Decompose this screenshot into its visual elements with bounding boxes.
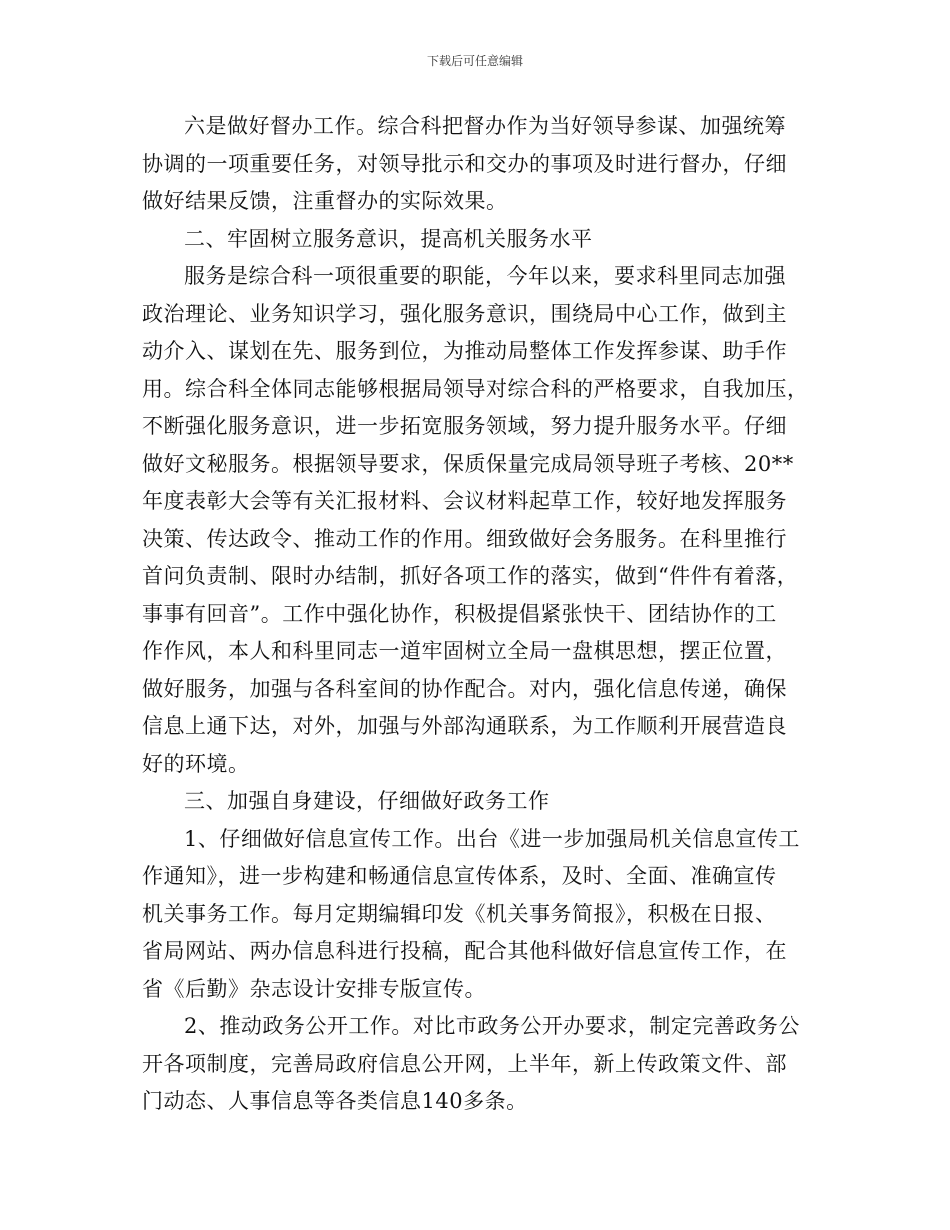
paragraph-service — [142, 258, 812, 783]
text-line: 2、推动政务公开工作。对比市政务公开办要求，制定完善政务公 — [184, 1014, 800, 1038]
text-line: 决策、传达政令、推动工作的作用。细致做好会务服务。在科里推行 — [142, 526, 787, 551]
text-line: 首问负责制、限时办结制，抓好各项工作的落实，做到“件件有着落， — [142, 564, 799, 588]
section-title: 二、牢固树立服务意识，提高机关服务水平 — [184, 226, 593, 251]
text-line: 机关事务工作。每月定期编辑印发《机关事务简报》，积极在日报、 — [142, 901, 777, 926]
text-line: 做好服务，加强与各科室间的协作配合。对内，强化信息传递，确保 — [142, 676, 787, 701]
text-line: 服务是综合科一项很重要的职能，今年以来，要求科里同志加强 — [184, 264, 786, 288]
text-line: 做好文秘服务。根据领导要求，保质保量完成局领导班子考核、20** — [142, 451, 794, 476]
page-header: 下载后可任意编辑 — [426, 54, 523, 68]
text-line: 六是做好督办工作。综合科把督办作为当好领导参谋、加强统筹 — [184, 114, 786, 138]
text-line: 年度表彰大会等有关汇报材料、会议材料起草工作，较好地发挥服务 — [142, 489, 787, 513]
section-heading-3 — [142, 783, 812, 821]
paragraph-supervision — [142, 108, 812, 221]
text-line: 作通知》，进一步构建和畅通信息宣传体系，及时、全面、准确宣传 — [142, 864, 777, 888]
paragraph-information-publicity — [142, 821, 812, 1009]
text-line: 用。综合科全体同志能够根据局领导对综合科的严格要求，自我加压， — [142, 376, 809, 401]
text-line: 开各项制度，完善局政府信息公开网，上半年，新上传政策文件、部 — [142, 1051, 787, 1076]
text-line: 1、仔细做好信息宣传工作。出台《进一步加强局机关信息宣传工 — [184, 826, 800, 851]
text-line: 事事有回音”。工作中强化协作，积极提倡紧张快干、团结协作的工 — [142, 601, 777, 626]
text-line: 作作风，本人和科里同志一道牢固树立全局一盘棋思想，摆正位置， — [142, 639, 787, 663]
text-line: 协调的一项重要任务，对领导批示和交办的事项及时进行督办，仔细 — [142, 151, 787, 176]
section-title: 三、加强自身建设，仔细做好政务工作 — [184, 789, 550, 813]
text-line: 门动态、人事信息等各类信息140多条。 — [142, 1089, 528, 1113]
text-line: 动介入、谋划在先、服务到位，为推动局整体工作发挥参谋、助手作 — [142, 339, 787, 363]
text-line: 不断强化服务意识，进一步拓宽服务领域，努力提升服务水平。仔细 — [142, 414, 787, 438]
text-line: 信息上通下达，对外，加强与外部沟通联系，为工作顺利开展营造良 — [142, 714, 787, 738]
text-line: 省《后勤》杂志设计安排专版宣传。 — [142, 976, 486, 1001]
text-line: 省局网站、两办信息科进行投稿，配合其他科做好信息宣传工作，在 — [142, 939, 787, 963]
section-heading-2 — [142, 221, 812, 259]
paragraph-government-affairs-openness — [142, 1008, 812, 1121]
text-line: 政治理论、业务知识学习，强化服务意识，围绕局中心工作，做到主 — [142, 301, 787, 326]
text-line: 好的环境。 — [142, 751, 250, 776]
document-body — [142, 108, 812, 1121]
text-line: 做好结果反馈，注重督办的实际效果。 — [142, 189, 508, 213]
